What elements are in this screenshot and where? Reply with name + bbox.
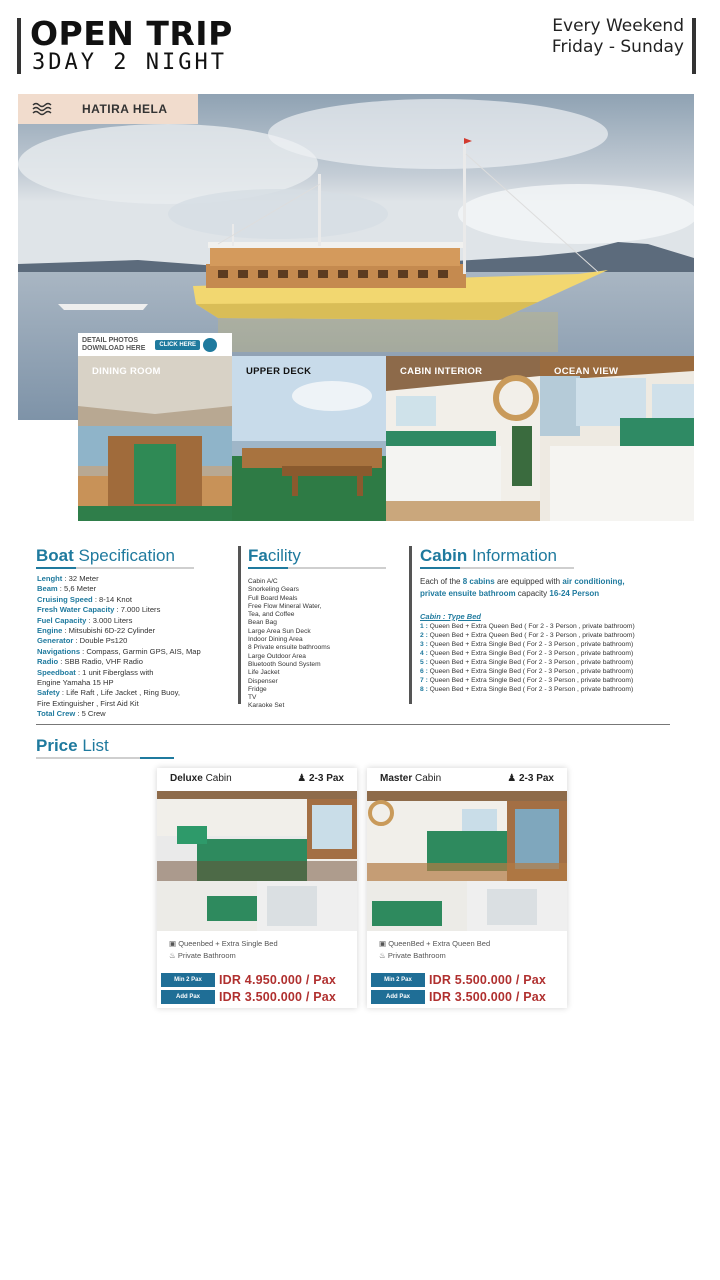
spec-key: Engine — [37, 626, 63, 636]
cabin-number: 4 : — [420, 650, 428, 658]
card-pax — [297, 773, 344, 784]
spec-value: : 1 unit Fiberglass with — [75, 667, 154, 677]
min-pax-badge: Min 2 Pax — [161, 973, 215, 987]
cabin-divider — [409, 546, 412, 704]
cabin-bed-text: Queen Bed + Extra Single Bed ( For 2 - 3 Person , private bathroom) — [427, 659, 634, 667]
spec-value: : SBB Radio, VHF Radio — [58, 657, 143, 667]
cabin-number: 2 : — [420, 632, 428, 640]
card-bed-feature — [379, 939, 490, 948]
min-pax-badge: Min 2 Pax — [371, 973, 425, 987]
add-pax-badge: Add Pax — [161, 990, 215, 1004]
spec-heading-rest: Specification — [73, 546, 175, 565]
photo-strip — [78, 356, 694, 521]
spec-row — [37, 595, 237, 605]
boat-name: HATIRA HELA — [82, 102, 168, 116]
card-title-bold: Deluxe — [170, 773, 203, 784]
bed-icon: ▣ — [379, 939, 387, 948]
min-price: IDR 4.950.000 / Pax — [219, 973, 337, 987]
add-price-row — [161, 990, 336, 1004]
spec-key: Fresh Water Capacity — [37, 605, 115, 615]
intro-d: air conditioning, — [562, 577, 625, 586]
card-bath-feature — [169, 951, 236, 960]
spec-value: : Life Raft , Life Jacket , Ring Buoy, — [59, 688, 180, 698]
price-heading — [36, 736, 109, 756]
intro-a: Each of the — [420, 577, 463, 586]
cabin-number: 1 : — [420, 623, 428, 630]
intro-g: 16-24 Person — [549, 588, 600, 598]
cabin-heading — [420, 546, 557, 566]
bed-text: Queenbed + Extra Single Bed — [178, 939, 278, 948]
add-price-row — [371, 990, 546, 1004]
spec-heading-bold: Boat — [36, 546, 74, 565]
spec-list — [37, 574, 237, 720]
cabin-bed-text: Queen Bed + Extra Single Bed ( For 2 - 3 Person , private bathroom) — [427, 641, 634, 649]
detail-line-1: DETAIL PHOTOS — [82, 336, 139, 344]
detail-photos-link[interactable] — [78, 333, 232, 356]
spec-row — [37, 584, 237, 594]
facility-item: Free Flow Mineral Water, — [248, 602, 322, 610]
detail-text — [82, 337, 145, 353]
deluxe-bedroom-photo — [157, 791, 357, 881]
spec-value: Engine Yamaha 15 HP — [37, 678, 114, 688]
card-title-rest: Cabin — [202, 773, 232, 784]
facility-divider — [238, 546, 241, 704]
schedule-line-2: Friday - Sunday — [551, 37, 684, 57]
price-underline — [36, 757, 140, 759]
spec-key: Generator — [37, 636, 74, 646]
spec-value: : 5,6 Meter — [57, 584, 97, 594]
facility-item: Bean Bag — [248, 619, 277, 627]
spec-value: : Compass, Garmin GPS, AIS, Map — [80, 646, 201, 656]
detail-line-2: DOWNLOAD HERE — [82, 344, 146, 352]
spec-value: : 8-14 Knot — [92, 594, 132, 604]
facility-item: Indoor Dining Area — [248, 636, 303, 644]
master-cabin-card[interactable] — [367, 768, 567, 1008]
min-price-row — [161, 973, 336, 987]
schedule-line-1: Every Weekend — [552, 16, 684, 36]
facility-item: Karaoke Set — [248, 702, 285, 710]
cabin-heading-bold: Cabin — [420, 546, 468, 565]
photo-dining-room[interactable] — [78, 356, 232, 521]
spec-key: Cruising Speed — [37, 594, 93, 604]
bath-text: Private Bathroom — [387, 951, 446, 960]
cabin-intro — [420, 576, 690, 599]
cabin-number: 6 : — [420, 668, 428, 676]
card-title-rest: Cabin — [412, 773, 442, 784]
waves-icon — [32, 102, 54, 116]
facility-item: Fridge — [248, 685, 267, 693]
photo-upper-deck[interactable] — [232, 356, 386, 521]
click-here-button[interactable]: CLICK HERE — [155, 340, 200, 350]
facility-underline — [288, 567, 386, 569]
facility-item: Life Jacket — [248, 669, 280, 677]
facility-underline-accent — [248, 567, 288, 569]
person-icon: ♟ — [297, 773, 307, 784]
cabin-row — [420, 631, 692, 640]
spec-key: Beam — [37, 584, 58, 594]
card-title-bold: Master — [380, 773, 413, 784]
spec-row — [37, 709, 237, 719]
spec-key: Total Crew — [37, 709, 76, 719]
deluxe-bathroom-photo — [157, 881, 357, 931]
spec-row — [37, 636, 237, 646]
cabin-row — [420, 667, 692, 676]
spec-value: : 32 Meter — [62, 574, 99, 583]
master-bathroom-photo — [367, 881, 567, 931]
intro-e: private ensuite bathroom — [420, 588, 516, 598]
intro-b: 8 cabins — [462, 577, 495, 586]
facility-item: Full Board Meals — [248, 594, 298, 602]
cabin-heading-rest: Information — [467, 546, 557, 565]
cabin-row — [420, 640, 692, 649]
header-right-bar — [692, 18, 696, 74]
cabin-row — [420, 676, 692, 685]
card-pax — [507, 773, 554, 784]
section-divider — [36, 724, 670, 725]
facility-item: Large Outdoor Area — [248, 652, 306, 660]
facility-item: 8 Private ensuite bathrooms — [248, 644, 331, 652]
boat-name-tag — [18, 94, 198, 124]
cabin-row — [420, 622, 692, 631]
cabin-number: 5 : — [420, 659, 428, 667]
spec-key: Navigations — [37, 646, 81, 656]
person-icon: ♟ — [507, 773, 517, 784]
shower-icon: ♨ — [379, 951, 386, 960]
card-title — [380, 773, 441, 784]
cabin-number: 3 : — [420, 641, 428, 649]
page-subtitle: 3DAY 2 NIGHT — [32, 50, 227, 75]
cabin-underline-accent — [420, 567, 460, 569]
cabin-list — [420, 622, 692, 694]
cabin-number: 8 : — [420, 686, 428, 694]
schedule — [552, 16, 684, 58]
cabin-type-label: Cabin : Type Bed — [420, 612, 481, 621]
spec-value: : Double Ps120 — [73, 636, 128, 646]
cabin-bed-text: Queen Bed + Extra Queen Bed ( For 2 - 3 Person , private bathroom) — [427, 632, 635, 640]
facility-item: Bluetooth Sound System — [248, 660, 321, 668]
spec-key: Speedboat — [37, 667, 76, 677]
spec-value: : 5 Crew — [75, 709, 106, 719]
spec-value: : Mitsubishi 6D-22 Cylinder — [62, 626, 156, 636]
cabin-bed-text: Queen Bed + Extra Single Bed ( For 2 - 3 Person , private bathroom) — [427, 668, 634, 676]
spec-row — [37, 605, 237, 615]
cabin-row — [420, 685, 692, 694]
photo-label: DINING ROOM — [92, 366, 161, 377]
facility-item: Large Area Sun Deck — [248, 627, 311, 635]
facility-heading-bold: Fa — [248, 546, 268, 565]
spec-underline-accent — [36, 567, 76, 569]
spec-row — [37, 616, 237, 626]
spec-row — [37, 668, 237, 678]
facility-heading — [248, 546, 301, 566]
facility-item: Tea, and Coffee — [248, 611, 295, 619]
photo-label: CABIN INTERIOR — [400, 366, 483, 377]
card-bed-feature — [169, 939, 278, 948]
facility-item: Snorkeling Gears — [248, 586, 299, 594]
price-underline-accent — [140, 757, 174, 759]
spec-key: Fuel Capacity — [37, 615, 87, 625]
header-left-bar — [17, 18, 21, 74]
cabin-row — [420, 649, 692, 658]
cabin-underline — [460, 567, 574, 569]
pax-value: 2-3 Pax — [518, 773, 554, 784]
bath-text: Private Bathroom — [177, 951, 236, 960]
cabin-bed-text: Queen Bed + Extra Single Bed ( For 2 - 3 Person , private bathroom) — [427, 650, 634, 658]
cabin-bed-text: Queen Bed + Extra Single Bed ( For 2 - 3 Person , private bathroom) — [427, 686, 634, 694]
photo-label: OCEAN VIEW — [554, 366, 619, 377]
photo-cabin-interior[interactable] — [386, 356, 540, 521]
facility-list — [248, 578, 398, 711]
intro-c: are equipped with — [494, 577, 563, 586]
facility-item: Dispenser — [248, 677, 278, 685]
spec-row — [37, 657, 237, 667]
hero-margin — [694, 94, 720, 524]
spec-heading — [36, 546, 175, 566]
cabin-row — [420, 658, 692, 667]
spec-underline — [76, 567, 194, 569]
facility-item: TV — [248, 694, 257, 702]
spec-value: Fire Extinguisher , First Aid Kit — [37, 698, 139, 708]
pax-value: 2-3 Pax — [308, 773, 344, 784]
bed-text: QueenBed + Extra Queen Bed — [388, 939, 491, 948]
spec-row — [37, 626, 237, 636]
spec-row — [37, 574, 237, 584]
master-bedroom-photo — [367, 791, 567, 881]
photo-label: UPPER DECK — [246, 366, 312, 377]
spec-value: : 3.000 Liters — [86, 615, 133, 625]
price-heading-rest: List — [77, 736, 109, 755]
spec-row — [37, 647, 237, 657]
card-title — [170, 773, 232, 784]
cabin-bed-text: Queen Bed + Extra Queen Bed ( For 2 - 3 Person , private bathroom) — [427, 623, 635, 630]
spec-key: Lenght — [37, 574, 63, 583]
cursor-icon — [203, 338, 217, 352]
facility-heading-rest: cility — [267, 546, 301, 565]
deluxe-cabin-card[interactable] — [157, 768, 357, 1008]
cabin-number: 7 : — [420, 677, 428, 685]
add-price: IDR 3.500.000 / Pax — [219, 990, 337, 1004]
spec-value: : 7.000 Liters — [114, 605, 161, 615]
spec-row — [37, 699, 237, 709]
spec-row — [37, 678, 237, 688]
spec-row — [37, 688, 237, 698]
page-title: OPEN TRIP — [30, 14, 233, 53]
min-price-row — [371, 973, 546, 987]
card-bath-feature — [379, 951, 446, 960]
add-pax-badge: Add Pax — [371, 990, 425, 1004]
price-heading-bold: Price — [36, 736, 78, 755]
spec-key: Safety — [37, 688, 60, 698]
add-price: IDR 3.500.000 / Pax — [429, 990, 547, 1004]
shower-icon: ♨ — [169, 951, 176, 960]
bed-icon: ▣ — [169, 939, 177, 948]
cabin-bed-text: Queen Bed + Extra Single Bed ( For 2 - 3 Person , private bathroom) — [427, 677, 634, 685]
min-price: IDR 5.500.000 / Pax — [429, 973, 547, 987]
facility-item: Cabin A/C — [248, 578, 278, 585]
spec-key: Radio — [37, 657, 59, 667]
intro-f: capacity — [515, 588, 550, 598]
photo-ocean-view[interactable] — [540, 356, 694, 521]
